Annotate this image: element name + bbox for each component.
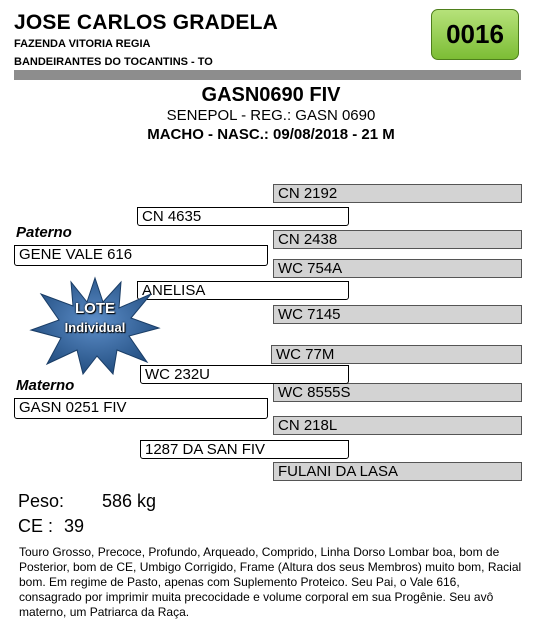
pedigree-dam-dam: 1287 DA SAN FIV (140, 440, 349, 459)
pedigree-dam-sire: WC 232U (140, 365, 349, 384)
pedigree-sire-sire-dam: CN 2438 (273, 230, 522, 249)
farm-location: BANDEIRANTES DO TOCANTINS - TO (14, 56, 213, 68)
animal-breed-registration: SENEPOL - REG.: GASN 0690 (166, 107, 376, 124)
pedigree-dam-sire-sire: WC 77M (271, 345, 522, 364)
farm-name: FAZENDA VITORIA REGIA (14, 38, 151, 50)
pedigree-dam-sire-dam: WC 8555S (273, 383, 522, 402)
weight-value: 586 kg (102, 491, 157, 511)
header-divider (14, 70, 521, 80)
ce-value: 39 (64, 516, 85, 536)
pedigree-sire-dam: ANELISA (137, 281, 349, 300)
animal-name: GASN0690 FIV (201, 84, 341, 106)
weight-label: Peso: (18, 491, 65, 511)
lote-type-label: Individual (64, 320, 126, 335)
pedigree-sire-dam-dam: WC 7145 (273, 305, 522, 324)
pedigree-sire: GENE VALE 616 (14, 245, 268, 266)
ce-label: CE : (18, 516, 54, 536)
pedigree-dam: GASN 0251 FIV (14, 398, 268, 419)
pedigree-sire-sire: CN 4635 (137, 207, 349, 226)
animal-description: Touro Grosso, Precoce, Profundo, Arqueado, Comprido, Linha Dorso Lombar boa, bom de Posterior, bom de CE, Umbigo Corrigido, Frame (Altura dos seus Membros) muito bom, Racial bom. Em regime de Pasto, apenas com Suplemento Proteico. Seu Pai, o Vale 616, consagrado por imprimir muita precocidade e volume corporal em sua Progênie. Seu avô materno, um Patriarca da Raça. (19, 545, 522, 619)
lote-label: LOTE (75, 300, 115, 317)
pedigree-dam-dam-dam: FULANI DA LASA (273, 462, 522, 481)
pedigree-sire-sire-sire: CN 2192 (273, 184, 522, 203)
pedigree-dam-dam-sire: CN 218L (273, 416, 522, 435)
animal-sex-birth: MACHO - NASC.: 09/08/2018 - 21 M (147, 126, 395, 143)
maternal-label: Materno (16, 377, 75, 394)
pedigree-sire-dam-sire: WC 754A (273, 259, 522, 278)
owner-name: JOSE CARLOS GRADELA (14, 11, 278, 34)
paternal-label: Paterno (16, 224, 72, 241)
lot-number-badge: 0016 (431, 9, 519, 60)
